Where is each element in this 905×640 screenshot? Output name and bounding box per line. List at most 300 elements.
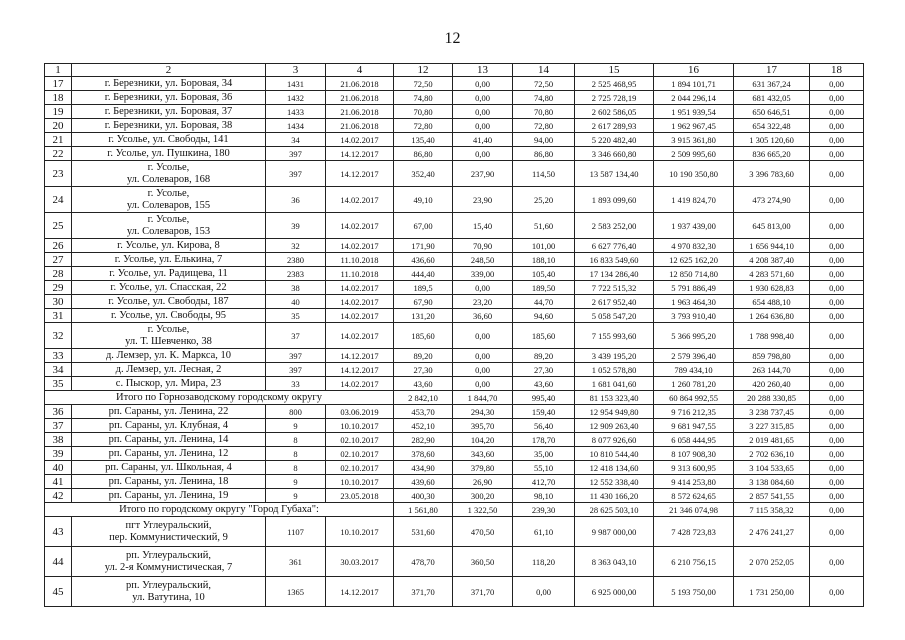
area-14-cell: 94,60 <box>513 309 575 323</box>
total-cost-fund: 60 864 992,55 <box>654 391 734 405</box>
cost-other-cell: 0,00 <box>810 309 864 323</box>
cost-other-cell: 0,00 <box>810 133 864 147</box>
date-cell: 02.10.2017 <box>326 461 394 475</box>
area-12-cell: 300,20 <box>453 489 513 503</box>
address-cell: г. Березники, ул. Боровая, 37 <box>72 105 266 119</box>
area-12-cell: 23,20 <box>453 295 513 309</box>
cost-fund-cell: 6 210 756,15 <box>654 547 734 577</box>
row-number-cell: 19 <box>45 105 72 119</box>
cost-other-cell: 0,00 <box>810 419 864 433</box>
table-row <box>45 405 864 419</box>
row-number-cell: 31 <box>45 309 72 323</box>
row-number-cell: 17 <box>45 77 72 91</box>
row-number-cell: 33 <box>45 349 72 363</box>
header-cell: 1 <box>45 64 72 77</box>
date-cell: 14.02.2017 <box>326 133 394 147</box>
cost-fund-cell: 7 428 723,83 <box>654 517 734 547</box>
address-cell: г. Усолье, ул. Кирова, 8 <box>72 239 266 253</box>
doc-number-cell: 38 <box>266 281 326 295</box>
cost-total-cell: 13 587 134,40 <box>575 161 654 187</box>
header-cell: 2 <box>72 64 266 77</box>
table-row <box>45 377 864 391</box>
area-total-cell: 43,60 <box>394 377 453 391</box>
cost-total-cell: 10 810 544,40 <box>575 447 654 461</box>
table-row <box>45 295 864 309</box>
row-number-cell: 18 <box>45 91 72 105</box>
area-14-cell: 25,20 <box>513 187 575 213</box>
date-cell: 14.12.2017 <box>326 577 394 607</box>
row-number-cell: 37 <box>45 419 72 433</box>
area-total-cell: 86,80 <box>394 147 453 161</box>
doc-number-cell: 37 <box>266 323 326 349</box>
area-total-cell: 352,40 <box>394 161 453 187</box>
doc-number-cell: 1431 <box>266 77 326 91</box>
doc-number-cell: 8 <box>266 447 326 461</box>
table-row <box>45 419 864 433</box>
doc-number-cell: 800 <box>266 405 326 419</box>
total-row <box>45 391 864 405</box>
area-14-cell: 98,10 <box>513 489 575 503</box>
table-row <box>45 363 864 377</box>
doc-number-cell: 8 <box>266 433 326 447</box>
area-total-cell: 171,90 <box>394 239 453 253</box>
cost-fund-cell: 5 791 886,49 <box>654 281 734 295</box>
cost-fund-cell: 2 579 396,40 <box>654 349 734 363</box>
cost-fund-cell: 3 793 910,40 <box>654 309 734 323</box>
cost-total-cell: 1 052 578,80 <box>575 363 654 377</box>
address-cell: рп. Сараны, ул. Ленина, 12 <box>72 447 266 461</box>
doc-number-cell: 397 <box>266 363 326 377</box>
cost-fund-cell: 1 419 824,70 <box>654 187 734 213</box>
area-total-cell: 131,20 <box>394 309 453 323</box>
cost-fund-cell: 789 434,10 <box>654 363 734 377</box>
cost-budget-cell: 631 367,24 <box>734 77 810 91</box>
cost-budget-cell: 1 305 120,60 <box>734 133 810 147</box>
header-cell: 4 <box>326 64 394 77</box>
doc-number-cell: 397 <box>266 147 326 161</box>
table-row <box>45 213 864 239</box>
row-number-cell: 39 <box>45 447 72 461</box>
area-12-cell: 15,40 <box>453 213 513 239</box>
date-cell: 02.10.2017 <box>326 447 394 461</box>
area-total-cell: 185,60 <box>394 323 453 349</box>
date-cell: 21.06.2018 <box>326 77 394 91</box>
date-cell: 21.06.2018 <box>326 105 394 119</box>
area-12-cell: 0,00 <box>453 281 513 295</box>
cost-total-cell: 8 363 043,10 <box>575 547 654 577</box>
area-total-cell: 378,60 <box>394 447 453 461</box>
total-area-14: 239,30 <box>513 503 575 517</box>
row-number-cell: 36 <box>45 405 72 419</box>
cost-fund-cell: 1 951 939,54 <box>654 105 734 119</box>
cost-budget-cell: 4 283 571,60 <box>734 267 810 281</box>
total-cost-total: 28 625 503,10 <box>575 503 654 517</box>
doc-number-cell: 1107 <box>266 517 326 547</box>
area-12-cell: 371,70 <box>453 577 513 607</box>
date-cell: 11.10.2018 <box>326 253 394 267</box>
date-cell: 14.02.2017 <box>326 239 394 253</box>
cost-total-cell: 2 602 586,05 <box>575 105 654 119</box>
address-cell: рп. Сараны, ул. Клубная, 4 <box>72 419 266 433</box>
area-12-cell: 0,00 <box>453 147 513 161</box>
cost-budget-cell: 650 646,51 <box>734 105 810 119</box>
table-row <box>45 187 864 213</box>
cost-other-cell: 0,00 <box>810 377 864 391</box>
doc-number-cell: 2380 <box>266 253 326 267</box>
cost-budget-cell: 1 264 636,80 <box>734 309 810 323</box>
area-14-cell: 189,50 <box>513 281 575 295</box>
doc-number-cell: 33 <box>266 377 326 391</box>
area-12-cell: 339,00 <box>453 267 513 281</box>
area-12-cell: 294,30 <box>453 405 513 419</box>
area-12-cell: 70,90 <box>453 239 513 253</box>
row-number-cell: 30 <box>45 295 72 309</box>
address-cell: г. Усолье, ул. Радищева, 11 <box>72 267 266 281</box>
date-cell: 03.06.2019 <box>326 405 394 419</box>
cost-fund-cell: 6 058 444,95 <box>654 433 734 447</box>
doc-number-cell: 1434 <box>266 119 326 133</box>
area-12-cell: 0,00 <box>453 323 513 349</box>
area-12-cell: 0,00 <box>453 119 513 133</box>
cost-fund-cell: 2 509 995,60 <box>654 147 734 161</box>
area-total-cell: 67,00 <box>394 213 453 239</box>
doc-number-cell: 35 <box>266 309 326 323</box>
area-12-cell: 0,00 <box>453 377 513 391</box>
table-row <box>45 547 864 577</box>
date-cell: 14.02.2017 <box>326 187 394 213</box>
table-row <box>45 517 864 547</box>
cost-total-cell: 2 617 289,93 <box>575 119 654 133</box>
cost-fund-cell: 8 107 908,30 <box>654 447 734 461</box>
row-number-cell: 20 <box>45 119 72 133</box>
total-area-12: 1 844,70 <box>453 391 513 405</box>
cost-other-cell: 0,00 <box>810 213 864 239</box>
cost-budget-cell: 473 274,90 <box>734 187 810 213</box>
table-row <box>45 309 864 323</box>
date-cell: 21.06.2018 <box>326 119 394 133</box>
cost-fund-cell: 1 963 464,30 <box>654 295 734 309</box>
total-cost-total: 81 153 323,40 <box>575 391 654 405</box>
doc-number-cell: 1365 <box>266 577 326 607</box>
area-total-cell: 67,90 <box>394 295 453 309</box>
doc-number-cell: 1433 <box>266 105 326 119</box>
cost-other-cell: 0,00 <box>810 77 864 91</box>
address-cell: г. Усолье, ул. Пушкина, 180 <box>72 147 266 161</box>
area-total-cell: 27,30 <box>394 363 453 377</box>
date-cell: 02.10.2017 <box>326 433 394 447</box>
row-number-cell: 25 <box>45 213 72 239</box>
cost-budget-cell: 654 322,48 <box>734 119 810 133</box>
area-12-cell: 0,00 <box>453 91 513 105</box>
area-14-cell: 188,10 <box>513 253 575 267</box>
date-cell: 30.03.2017 <box>326 547 394 577</box>
area-total-cell: 444,40 <box>394 267 453 281</box>
area-total-cell: 531,60 <box>394 517 453 547</box>
cost-other-cell: 0,00 <box>810 323 864 349</box>
cost-total-cell: 12 552 338,40 <box>575 475 654 489</box>
total-cost-budget: 20 288 330,85 <box>734 391 810 405</box>
area-14-cell: 70,80 <box>513 105 575 119</box>
date-cell: 14.12.2017 <box>326 161 394 187</box>
cost-other-cell: 0,00 <box>810 577 864 607</box>
cost-total-cell: 2 583 252,00 <box>575 213 654 239</box>
cost-budget-cell: 2 857 541,55 <box>734 489 810 503</box>
table-row <box>45 433 864 447</box>
header-cell: 18 <box>810 64 864 77</box>
total-area-14: 995,40 <box>513 391 575 405</box>
cost-total-cell: 3 439 195,20 <box>575 349 654 363</box>
date-cell: 21.06.2018 <box>326 91 394 105</box>
doc-number-cell: 2383 <box>266 267 326 281</box>
cost-fund-cell: 9 414 253,80 <box>654 475 734 489</box>
cost-other-cell: 0,00 <box>810 239 864 253</box>
row-number-cell: 43 <box>45 517 72 547</box>
doc-number-cell: 34 <box>266 133 326 147</box>
table-header-row <box>45 64 864 77</box>
area-12-cell: 0,00 <box>453 105 513 119</box>
address-cell: г. Усолье, ул. Елькина, 7 <box>72 253 266 267</box>
date-cell: 10.10.2017 <box>326 419 394 433</box>
total-cost-budget: 7 115 358,32 <box>734 503 810 517</box>
cost-other-cell: 0,00 <box>810 461 864 475</box>
table-row <box>45 119 864 133</box>
date-cell: 14.02.2017 <box>326 281 394 295</box>
area-14-cell: 72,80 <box>513 119 575 133</box>
address-cell: рп. Сараны, ул. Ленина, 19 <box>72 489 266 503</box>
row-number-cell: 45 <box>45 577 72 607</box>
area-total-cell: 282,90 <box>394 433 453 447</box>
address-cell: рп. Сараны, ул. Школьная, 4 <box>72 461 266 475</box>
row-number-cell: 44 <box>45 547 72 577</box>
table-row <box>45 461 864 475</box>
address-cell: г. Усолье, ул. Свободы, 141 <box>72 133 266 147</box>
row-number-cell: 29 <box>45 281 72 295</box>
cost-other-cell: 0,00 <box>810 363 864 377</box>
date-cell: 23.05.2018 <box>326 489 394 503</box>
row-number-cell: 38 <box>45 433 72 447</box>
cost-fund-cell: 4 970 832,30 <box>654 239 734 253</box>
address-cell: г. Усолье, ул. Спасская, 22 <box>72 281 266 295</box>
doc-number-cell: 397 <box>266 161 326 187</box>
row-number-cell: 41 <box>45 475 72 489</box>
date-cell: 14.02.2017 <box>326 377 394 391</box>
row-number-cell: 35 <box>45 377 72 391</box>
cost-other-cell: 0,00 <box>810 433 864 447</box>
area-14-cell: 114,50 <box>513 161 575 187</box>
header-cell: 3 <box>266 64 326 77</box>
cost-fund-cell: 10 190 350,80 <box>654 161 734 187</box>
table-row <box>45 147 864 161</box>
table-row <box>45 133 864 147</box>
row-number-cell: 32 <box>45 323 72 349</box>
total-label: Итого по городскому округу "Город Губаха": <box>45 503 394 517</box>
cost-total-cell: 2 725 728,19 <box>575 91 654 105</box>
total-label: Итого по Горнозаводскому городскому округу <box>45 391 394 405</box>
date-cell: 10.10.2017 <box>326 517 394 547</box>
area-total-cell: 72,80 <box>394 119 453 133</box>
cost-other-cell: 0,00 <box>810 119 864 133</box>
date-cell: 11.10.2018 <box>326 267 394 281</box>
table-row <box>45 323 864 349</box>
cost-budget-cell: 654 488,10 <box>734 295 810 309</box>
cost-other-cell: 0,00 <box>810 281 864 295</box>
cost-other-cell: 0,00 <box>810 405 864 419</box>
cost-total-cell: 7 155 993,60 <box>575 323 654 349</box>
address-cell: рп. Сараны, ул. Ленина, 18 <box>72 475 266 489</box>
address-cell: г. Усолье, ул. Свободы, 187 <box>72 295 266 309</box>
doc-number-cell: 36 <box>266 187 326 213</box>
address-cell: пгт Углеуральский, пер. Коммунистический, 9 <box>72 517 266 547</box>
doc-number-cell: 9 <box>266 489 326 503</box>
row-number-cell: 26 <box>45 239 72 253</box>
date-cell: 14.12.2017 <box>326 363 394 377</box>
area-14-cell: 35,00 <box>513 447 575 461</box>
address-cell: д. Лемзер, ул. Лесная, 2 <box>72 363 266 377</box>
area-12-cell: 470,50 <box>453 517 513 547</box>
area-14-cell: 86,80 <box>513 147 575 161</box>
cost-budget-cell: 2 019 481,65 <box>734 433 810 447</box>
cost-budget-cell: 681 432,05 <box>734 91 810 105</box>
area-14-cell: 178,70 <box>513 433 575 447</box>
area-14-cell: 101,00 <box>513 239 575 253</box>
doc-number-cell: 9 <box>266 475 326 489</box>
area-14-cell: 56,40 <box>513 419 575 433</box>
table-row <box>45 475 864 489</box>
area-14-cell: 61,10 <box>513 517 575 547</box>
table-row <box>45 447 864 461</box>
row-number-cell: 28 <box>45 267 72 281</box>
address-cell: г. Усолье, ул. Свободы, 95 <box>72 309 266 323</box>
address-cell: г. Березники, ул. Боровая, 38 <box>72 119 266 133</box>
total-cost-fund: 21 346 074,98 <box>654 503 734 517</box>
cost-other-cell: 0,00 <box>810 475 864 489</box>
cost-total-cell: 12 418 134,60 <box>575 461 654 475</box>
cost-fund-cell: 9 716 212,35 <box>654 405 734 419</box>
cost-fund-cell: 1 962 967,45 <box>654 119 734 133</box>
table-row <box>45 77 864 91</box>
cost-total-cell: 17 134 286,40 <box>575 267 654 281</box>
cost-fund-cell: 3 915 361,80 <box>654 133 734 147</box>
table-row <box>45 161 864 187</box>
header-cell: 13 <box>453 64 513 77</box>
cost-total-cell: 8 077 926,60 <box>575 433 654 447</box>
area-total-cell: 453,70 <box>394 405 453 419</box>
header-cell: 15 <box>575 64 654 77</box>
area-12-cell: 36,60 <box>453 309 513 323</box>
address-cell: рп. Углеуральский, ул. 2-я Коммунистическая, 7 <box>72 547 266 577</box>
area-14-cell: 105,40 <box>513 267 575 281</box>
cost-budget-cell: 1 656 944,10 <box>734 239 810 253</box>
area-12-cell: 23,90 <box>453 187 513 213</box>
area-12-cell: 0,00 <box>453 349 513 363</box>
cost-budget-cell: 645 813,00 <box>734 213 810 239</box>
address-cell: г. Усолье, ул. Солеваров, 155 <box>72 187 266 213</box>
doc-number-cell: 1432 <box>266 91 326 105</box>
row-number-cell: 24 <box>45 187 72 213</box>
area-total-cell: 400,30 <box>394 489 453 503</box>
area-12-cell: 248,50 <box>453 253 513 267</box>
table-row <box>45 91 864 105</box>
cost-total-cell: 16 833 549,60 <box>575 253 654 267</box>
area-12-cell: 104,20 <box>453 433 513 447</box>
cost-budget-cell: 3 227 315,85 <box>734 419 810 433</box>
area-14-cell: 94,00 <box>513 133 575 147</box>
cost-budget-cell: 3 104 533,65 <box>734 461 810 475</box>
table-row <box>45 253 864 267</box>
area-12-cell: 343,60 <box>453 447 513 461</box>
total-area-12: 1 322,50 <box>453 503 513 517</box>
area-14-cell: 89,20 <box>513 349 575 363</box>
cost-fund-cell: 12 625 162,20 <box>654 253 734 267</box>
cost-total-cell: 2 525 468,95 <box>575 77 654 91</box>
cost-other-cell: 0,00 <box>810 295 864 309</box>
area-total-cell: 189,5 <box>394 281 453 295</box>
cost-total-cell: 9 987 000,00 <box>575 517 654 547</box>
area-total-cell: 478,70 <box>394 547 453 577</box>
cost-budget-cell: 3 238 737,45 <box>734 405 810 419</box>
cost-fund-cell: 12 850 714,80 <box>654 267 734 281</box>
page-number: 12 <box>444 30 461 47</box>
area-14-cell: 44,70 <box>513 295 575 309</box>
area-12-cell: 360,50 <box>453 547 513 577</box>
row-number-cell: 42 <box>45 489 72 503</box>
area-14-cell: 0,00 <box>513 577 575 607</box>
cost-budget-cell: 1 788 998,40 <box>734 323 810 349</box>
cost-other-cell: 0,00 <box>810 253 864 267</box>
row-number-cell: 22 <box>45 147 72 161</box>
cost-budget-cell: 420 260,40 <box>734 377 810 391</box>
table-row <box>45 577 864 607</box>
total-cost-other: 0,00 <box>810 503 864 517</box>
row-number-cell: 27 <box>45 253 72 267</box>
doc-number-cell: 40 <box>266 295 326 309</box>
cost-other-cell: 0,00 <box>810 489 864 503</box>
address-cell: г. Усолье, ул. Солеваров, 153 <box>72 213 266 239</box>
cost-fund-cell: 5 193 750,00 <box>654 577 734 607</box>
table-row <box>45 267 864 281</box>
area-total-cell: 72,50 <box>394 77 453 91</box>
area-12-cell: 379,80 <box>453 461 513 475</box>
area-14-cell: 43,60 <box>513 377 575 391</box>
row-number-cell: 21 <box>45 133 72 147</box>
area-total-cell: 371,70 <box>394 577 453 607</box>
date-cell: 14.02.2017 <box>326 213 394 239</box>
date-cell: 14.02.2017 <box>326 295 394 309</box>
date-cell: 10.10.2017 <box>326 475 394 489</box>
cost-fund-cell: 2 044 296,14 <box>654 91 734 105</box>
table-row <box>45 281 864 295</box>
table-row <box>45 349 864 363</box>
header-cell: 16 <box>654 64 734 77</box>
cost-fund-cell: 8 572 624,65 <box>654 489 734 503</box>
row-number-cell: 23 <box>45 161 72 187</box>
area-total-cell: 74,80 <box>394 91 453 105</box>
total-row <box>45 503 864 517</box>
data-table <box>44 63 864 607</box>
doc-number-cell: 9 <box>266 419 326 433</box>
address-cell: с. Пыскор, ул. Мира, 23 <box>72 377 266 391</box>
header-cell: 17 <box>734 64 810 77</box>
address-cell: д. Лемзер, ул. К. Маркса, 10 <box>72 349 266 363</box>
cost-total-cell: 11 430 166,20 <box>575 489 654 503</box>
cost-total-cell: 2 617 952,40 <box>575 295 654 309</box>
doc-number-cell: 8 <box>266 461 326 475</box>
area-total-cell: 436,60 <box>394 253 453 267</box>
cost-other-cell: 0,00 <box>810 161 864 187</box>
doc-number-cell: 397 <box>266 349 326 363</box>
cost-fund-cell: 1 260 781,20 <box>654 377 734 391</box>
cost-budget-cell: 1 930 628,83 <box>734 281 810 295</box>
